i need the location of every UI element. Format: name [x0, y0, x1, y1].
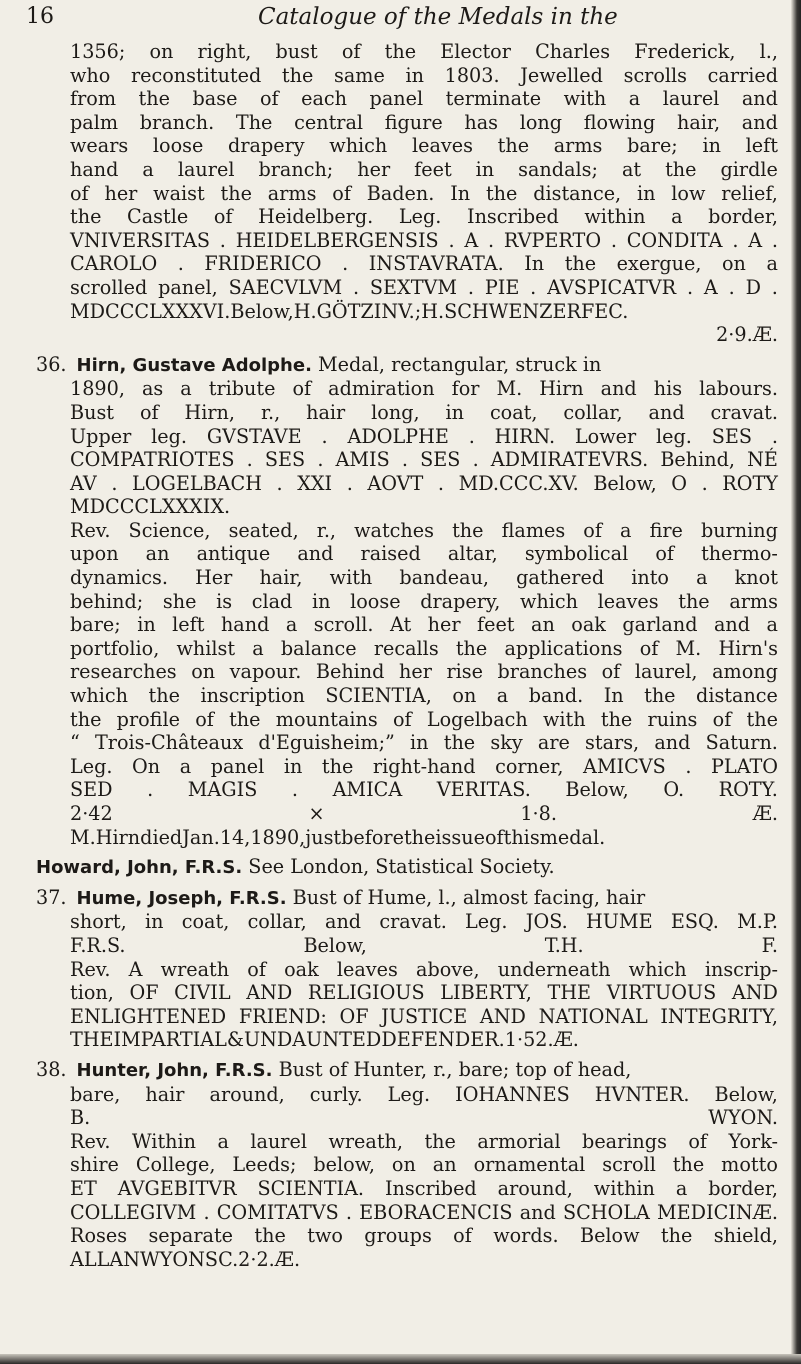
text-line: from the base of each panel terminate with a laurel and — [70, 87, 778, 111]
entry-heading: 37. Hume, Joseph, F.R.S. Bust of Hume, l., almost facing, hair — [36, 885, 646, 909]
entry-heading: 36. Hirn, Gustave Adolphe. Medal, rectangular, struck in — [36, 352, 602, 376]
text-line: ENLIGHTENED FRIEND: OF JUSTICE AND NATIONAL INTEGRITY, — [70, 1004, 778, 1028]
text-line: VNIVERSITAS . HEIDELBERGENSIS . A . RVPERTO . CONDITA . A . — [70, 228, 778, 252]
text-line: COLLEGIVM . COMITATVS . EBORACENCIS and SCHOLA MEDICINÆ. — [70, 1200, 778, 1224]
text-line: THE IMPARTIAL & UNDAUNTED DEFENDER. 1·52. Æ. — [70, 1028, 579, 1052]
text-line: Leg. On a panel in the right-hand corner, AMICVS . PLATO — [70, 754, 778, 778]
text-line: ALLAN WYON SC. 2·2. Æ. — [70, 1247, 301, 1271]
text-line: upon an antique and raised altar, symbolical of thermo- — [70, 542, 778, 566]
entry-heading: Howard, John, F.R.S. See London, Statistical Society. — [36, 855, 555, 879]
text-line: 2·9. Æ. — [716, 323, 778, 347]
running-head — [26, 4, 781, 38]
text-line: CAROLO . FRIDERICO . INSTAVRATA. In the exergue, on a — [70, 252, 778, 276]
text-line: researches on vapour. Behind her rise branches of laurel, among — [70, 660, 778, 684]
page-edge — [791, 0, 801, 1364]
text-line: which the inscription SCIENTIA, on a band. In the distance — [70, 684, 778, 708]
text-line: COMPATRIOTES . SES . AMIS . SES . ADMIRATEVRS. Behind, NÉ — [70, 448, 778, 472]
text-line: bare; in left hand a scroll. At her feet an oak garland and a — [70, 613, 778, 637]
text-line: the Castle of Heidelberg. Leg. Inscribed within a border, — [70, 205, 778, 229]
entry-name: Hunter, John, F.R.S. — [76, 1059, 273, 1081]
text-line: the profile of the mountains of Logelbach with the ruins of the — [70, 707, 778, 731]
text-line: dynamics. Her hair, with bandeau, gathered into a knot — [70, 566, 778, 590]
entry-name: Hume, Joseph, F.R.S. — [76, 887, 287, 909]
entry-heading: 38. Hunter, John, F.R.S. Bust of Hunter, r., bare; top of head, — [36, 1057, 632, 1081]
text-line: wears loose drapery which leaves the arms bare; in left — [70, 134, 778, 158]
bottom-edge — [0, 1354, 801, 1364]
text-line: scrolled panel, SAECVLVM . SEXTVM . PIE . AVSPICATVR . A . D . — [70, 275, 778, 299]
text-line: 1356; on right, bust of the Elector Charles Frederick, l., — [70, 40, 778, 63]
text-line: ET AVGEBITVR SCIENTIA. Inscribed around, within a border, — [70, 1176, 778, 1200]
text-line: portfolio, whilst a balance recalls the applications of M. Hirn's — [70, 636, 778, 660]
text-line: F.R.S. Below, T.H. F. — [70, 933, 778, 957]
text-line: Upper leg. GVSTAVE . ADOLPHE . HIRN. Lower leg. SES . — [70, 424, 778, 448]
text-line: AV . LOGELBACH . XXI . AOVT . MD.CCC.XV. Below, O . ROTY — [70, 471, 778, 495]
text-line: Rev. Science, seated, r., watches the flames of a fire burning — [70, 518, 778, 542]
text-line: 2·42 × 1·8. Æ. — [70, 802, 778, 825]
text-line: short, in coat, collar, and cravat. Leg. JOS. HUME ESQ. M.P. — [70, 910, 778, 934]
text-line: of her waist the arms of Baden. In the distance, in low relief, — [70, 181, 778, 205]
page-number: 16 — [26, 4, 54, 29]
text-line: behind; she is clad in loose drapery, which leaves the arms — [70, 589, 778, 613]
text-line: Bust of Hirn, r., hair long, in coat, collar, and cravat. — [70, 400, 778, 424]
text-line: M. Hirn died Jan. 14, 1890, just before the issue of this medal. — [70, 825, 606, 849]
text-line: SED . MAGIS . AMICA VERITAS. Below, O. ROTY. — [70, 778, 778, 802]
text-line: B. WYON. — [70, 1106, 778, 1130]
text-line: palm branch. The central figure has long flowing hair, and — [70, 110, 778, 134]
text-line: hand a laurel branch; her feet in sandals; at the girdle — [70, 157, 778, 181]
text-line: bare, hair around, curly. Leg. IOHANNES HVNTER. Below, — [70, 1082, 778, 1106]
text-line: Roses separate the two groups of words. Below the shield, — [70, 1224, 778, 1248]
entry-name: Howard, John, F.R.S. — [36, 857, 243, 879]
text-line: Rev. Within a laurel wreath, the armorial bearings of York- — [70, 1129, 778, 1153]
entry-name: Hirn, Gustave Adolphe. — [76, 354, 312, 376]
text-line: shire College, Leeds; below, on an ornamental scroll the motto — [70, 1153, 778, 1177]
text-line: MDCCCLXXXIX. — [70, 495, 231, 519]
text-line: MDCCCLXXXVI. Below, H . GÖTZ INV.; H . SCHWENZER FEC. — [70, 299, 629, 323]
catalogue-text — [36, 40, 778, 1271]
text-line: “ Trois-Châteaux d'Eguisheim;” in the sky are stars, and Saturn. — [70, 731, 778, 755]
text-line: who reconstituted the same in 1803. Jewelled scrolls carried — [70, 63, 778, 87]
text-line: tion, OF CIVIL AND RELIGIOUS LIBERTY, THE VIRTUOUS AND — [70, 981, 778, 1005]
text-line: 1890, as a tribute of admiration for M. Hirn and his labours. — [70, 377, 778, 401]
running-title: Catalogue of the Medals in the — [258, 4, 618, 30]
text-line: Rev. A wreath of oak leaves above, underneath which inscrip- — [70, 957, 778, 981]
